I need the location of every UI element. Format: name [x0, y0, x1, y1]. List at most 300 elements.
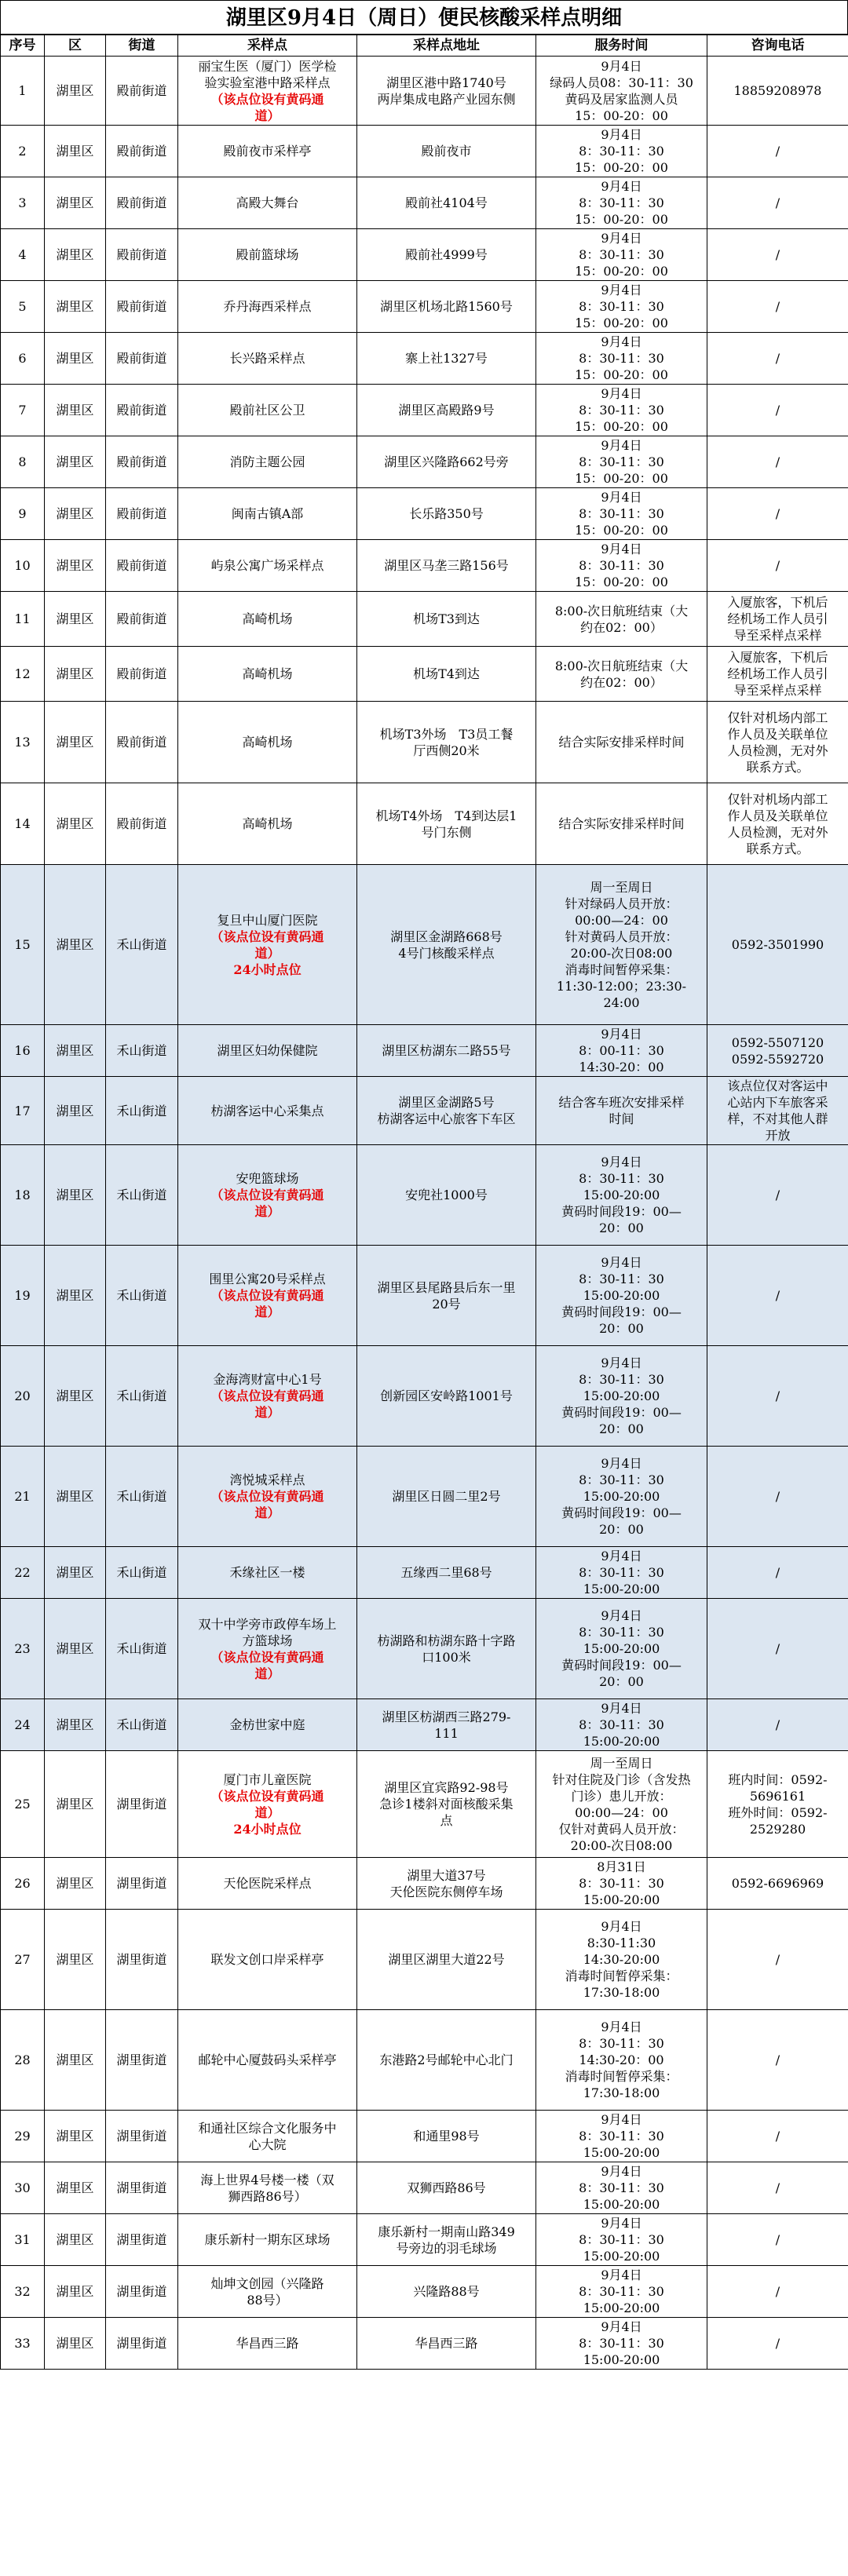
cell-address [357, 1910, 536, 2010]
cell-address [357, 647, 536, 702]
cell-no-line: 3 [18, 195, 27, 210]
cell-service-time-line: 9月4日 [601, 1155, 642, 1169]
cell-service-time [536, 2318, 707, 2370]
cell-site-line: 长兴路采样点 [229, 351, 305, 366]
table-row [1, 540, 848, 592]
cell-site-note: （该点位设有黄码通 [210, 1188, 324, 1202]
cell-street-line: 禾山街道 [116, 1565, 167, 1580]
table-row [1, 1346, 848, 1447]
cell-street [106, 1025, 178, 1077]
cell-service-time-line: 20：00 [599, 1421, 644, 1436]
cell-site-line: 屿泉公寓广场采样点 [210, 558, 324, 573]
cell-site [178, 177, 357, 229]
cell-phone-line: / [775, 2232, 780, 2247]
cell-no [1, 2162, 45, 2214]
cell-address-line: 湖里区高殿路9号 [398, 403, 495, 418]
cell-service-time-line: 8：30-11：30 [579, 195, 664, 210]
cell-district [45, 2266, 106, 2318]
cell-address-line: 湖里区金湖路5号 [398, 1095, 495, 1110]
cell-address-line: 天伦医院东侧停车场 [389, 1884, 503, 1899]
cell-address [357, 783, 536, 865]
cell-site-line: 联发文创口岸采样亭 [210, 1952, 324, 1967]
cell-phone [707, 333, 848, 385]
table-header-row [1, 35, 848, 57]
cell-site-line: 丽宝生医（厦门）医学检 [198, 58, 337, 74]
cell-service-time [536, 2162, 707, 2214]
cell-service-time-line: 9月4日 [601, 2216, 642, 2231]
cell-phone [707, 1246, 848, 1346]
cell-service-time-line: 结合实际安排采样时间 [558, 816, 685, 831]
cell-address-line: 兴隆路88号 [413, 2284, 480, 2299]
cell-district-line: 湖里区 [56, 2180, 94, 2195]
cell-phone [707, 1858, 848, 1910]
cell-address [357, 1077, 536, 1145]
cell-service-time-line: 15：00-20：00 [575, 212, 668, 227]
cell-no [1, 57, 45, 126]
cell-site-note: 道） [254, 1405, 280, 1420]
cell-site-line: 心大院 [248, 2136, 287, 2152]
cell-site-line: 消防主题公园 [229, 454, 305, 469]
cell-no-line: 31 [14, 2232, 31, 2247]
cell-site-note: 道） [254, 1804, 280, 1820]
cell-site [178, 281, 357, 333]
cell-phone-line: / [775, 2284, 780, 2299]
cell-no [1, 1858, 45, 1910]
cell-phone-line: / [775, 299, 780, 314]
cell-service-time-line: 黄码时间段19：00— [561, 1505, 682, 1520]
cell-phone [707, 488, 848, 540]
cell-service-time-line: 8：30-11：30 [579, 558, 664, 573]
cell-district-line: 湖里区 [56, 1641, 94, 1656]
cell-district [45, 1145, 106, 1246]
cell-service-time-line: 针对黄码人员开放： [565, 929, 678, 944]
cell-street-line: 殿前街道 [116, 299, 167, 314]
cell-service-time-line: 消毒时间暂停采集： [565, 1968, 678, 1983]
cell-district [45, 1858, 106, 1910]
cell-service-time-line: 门诊）患儿开放： [571, 1788, 672, 1804]
cell-district-line: 湖里区 [56, 299, 94, 314]
cell-service-time-line: 15:00-20:00 [583, 1892, 660, 1907]
table-row [1, 647, 848, 702]
cell-district [45, 540, 106, 592]
cell-site [178, 865, 357, 1025]
cell-phone-line: 0592-6696969 [731, 1876, 824, 1891]
cell-phone [707, 1145, 848, 1246]
cell-no [1, 2214, 45, 2266]
cell-address [357, 2162, 536, 2214]
cell-service-time-line: 仅针对黄码人员开放： [558, 1821, 685, 1837]
cell-service-time-line: 15:00-20:00 [583, 1641, 660, 1656]
cell-phone [707, 57, 848, 126]
cell-address-line: 和通里98号 [413, 2129, 480, 2144]
cell-service-time-line: 8月31日 [597, 1859, 646, 1874]
cell-district-line: 湖里区 [56, 2336, 94, 2351]
cell-site [178, 1910, 357, 2010]
table-row [1, 333, 848, 385]
cell-street-line: 湖里街道 [116, 2052, 167, 2067]
cell-phone-line: 入厦旅客，下机后 [727, 650, 828, 665]
cell-site-line: 高崎机场 [242, 816, 293, 831]
cell-service-time-line: 消毒时间暂停采集： [565, 961, 678, 977]
cell-service-time [536, 1246, 707, 1346]
cell-street [106, 385, 178, 436]
cell-site-line: 灿坤文创园（兴隆路 [210, 2275, 324, 2291]
cell-address-line: 双狮西路86号 [407, 2180, 486, 2195]
cell-address-line: 殿前社4999号 [405, 247, 488, 262]
cell-phone-line: / [775, 1489, 780, 1504]
cell-phone-line: 0592-5507120 [731, 1034, 824, 1050]
cell-service-time-line: 15:00-20:00 [583, 1489, 660, 1504]
cell-service-time-line: 8：30-11：30 [579, 1876, 664, 1891]
cell-no-line: 23 [14, 1641, 31, 1656]
cell-site [178, 1077, 357, 1145]
cell-site-line: 厦门市儿童医院 [223, 1771, 312, 1787]
cell-district-line: 湖里区 [56, 2129, 94, 2144]
cell-no [1, 281, 45, 333]
cell-street-line: 禾山街道 [116, 1388, 167, 1403]
cell-site-line: 海上世界4号楼一楼（双 [200, 2172, 334, 2187]
cell-service-time-line: 9月4日 [601, 386, 642, 401]
cell-no-line: 12 [14, 666, 31, 681]
cell-site [178, 1145, 357, 1246]
cell-service-time [536, 1699, 707, 1751]
cell-district [45, 2111, 106, 2162]
cell-street [106, 1447, 178, 1547]
cell-service-time-line: 9月4日 [601, 1356, 642, 1370]
cell-site-note: 道） [254, 1204, 280, 1219]
cell-service-time-line: 14:30-20：00 [579, 2052, 664, 2067]
cell-phone [707, 281, 848, 333]
cell-street-line: 湖里街道 [116, 2232, 167, 2247]
cell-district [45, 488, 106, 540]
cell-address [357, 281, 536, 333]
cell-street-line: 湖里街道 [116, 1876, 167, 1891]
cell-site-line: 天伦医院采样点 [223, 1876, 312, 1891]
cell-phone-line: 入厦旅客，下机后 [727, 595, 828, 610]
cell-district-line: 湖里区 [56, 666, 94, 681]
cell-service-time [536, 333, 707, 385]
cell-district [45, 2162, 106, 2214]
cell-street-line: 禾山街道 [116, 1489, 167, 1504]
cell-site-line: 验实验室港中路采样点 [204, 75, 331, 90]
cell-no [1, 1910, 45, 2010]
cell-address-line: 湖里区枋湖西三路279- [382, 1709, 511, 1724]
cell-phone [707, 540, 848, 592]
cell-service-time-line: 9月4日 [601, 438, 642, 453]
cell-street [106, 436, 178, 488]
cell-address-line: 号旁边的羽毛球场 [396, 2240, 497, 2256]
cell-district [45, 385, 106, 436]
cell-site-note: （该点位设有黄码通 [210, 1388, 324, 1403]
cell-service-time-line: 15：00-20：00 [575, 575, 668, 589]
cell-address-line: 湖里区县尾路县后东一里 [377, 1279, 516, 1295]
cell-site-line: 围里公寓20号采样点 [209, 1272, 326, 1286]
cell-site-note: （该点位设有黄码通 [210, 1649, 324, 1665]
cell-address-line: 号门东侧 [421, 824, 472, 840]
cell-service-time-line: 8：30-11：30 [579, 1565, 664, 1580]
table-row [1, 2111, 848, 2162]
cell-service-time-line: 14:30-20：00 [579, 1060, 664, 1075]
cell-no [1, 1025, 45, 1077]
cell-phone [707, 1699, 848, 1751]
cell-street [106, 229, 178, 281]
cell-phone-line: / [775, 1717, 780, 1732]
cell-phone-line: 该点位仅对客运中 [727, 1078, 828, 1093]
cell-phone-line: / [775, 2129, 780, 2144]
cell-service-time-line: 15：00-20：00 [575, 419, 668, 434]
cell-district-line: 湖里区 [56, 1043, 94, 1058]
cell-street [106, 783, 178, 865]
cell-phone-line: / [775, 1952, 780, 1967]
cell-no-line: 10 [14, 558, 31, 573]
cell-phone-line: 经机场工作人员引 [727, 666, 828, 681]
cell-site [178, 2318, 357, 2370]
cell-service-time [536, 783, 707, 865]
cell-address-line: 安兜社1000号 [405, 1188, 488, 1202]
cell-district-line: 湖里区 [56, 1565, 94, 1580]
cell-district [45, 1447, 106, 1547]
cell-phone-line: 导至采样点采样 [733, 683, 822, 698]
cell-site [178, 333, 357, 385]
header-no: 序号 [1, 35, 45, 57]
cell-address-line: 长乐路350号 [409, 506, 484, 521]
cell-phone-line: 5696161 [749, 1788, 806, 1804]
cell-address-line: 枋湖路和枋湖东路十字路 [377, 1633, 516, 1648]
table-row [1, 1447, 848, 1547]
cell-no [1, 2318, 45, 2370]
cell-district-line: 湖里区 [56, 1717, 94, 1732]
cell-address [357, 1699, 536, 1751]
cell-service-time-line: 20：00 [599, 1522, 644, 1537]
cell-address [357, 1599, 536, 1699]
cell-service-time-line: 8：30-11：30 [579, 454, 664, 469]
cell-site-line: 狮西路86号） [228, 2188, 307, 2204]
cell-phone [707, 647, 848, 702]
cell-no [1, 865, 45, 1025]
cell-service-time [536, 385, 707, 436]
cell-district [45, 1751, 106, 1858]
cell-street [106, 1910, 178, 2010]
cell-district [45, 333, 106, 385]
cell-service-time-line: 15：00-20：00 [575, 264, 668, 279]
cell-site-note: 24小时点位 [233, 1821, 302, 1837]
header-service-time: 服务时间 [536, 35, 707, 57]
cell-service-time-line: 15：00-20：00 [575, 316, 668, 330]
cell-address-line: 殿前社4104号 [405, 195, 488, 210]
cell-address-line: 五缘西二里68号 [400, 1565, 492, 1580]
cell-no [1, 1346, 45, 1447]
cell-district-line: 湖里区 [56, 558, 94, 573]
cell-phone-line: 联系方式。 [746, 841, 810, 856]
cell-no [1, 647, 45, 702]
cell-service-time-line: 00:00—24：00 [575, 1804, 668, 1820]
cell-service-time-line: 9月4日 [601, 1701, 642, 1716]
cell-service-time [536, 2111, 707, 2162]
cell-district-line: 湖里区 [56, 2232, 94, 2247]
cell-street [106, 1858, 178, 1910]
table-row [1, 177, 848, 229]
cell-service-time-line: 周一至周日 [590, 879, 653, 895]
cell-service-time [536, 1145, 707, 1246]
cell-address [357, 1547, 536, 1599]
cell-no-line: 2 [18, 144, 27, 159]
table-row [1, 702, 848, 783]
cell-service-time-line: 9月4日 [601, 231, 642, 246]
cell-phone-line: / [775, 1565, 780, 1580]
cell-service-time-line: 15:00-20:00 [583, 1734, 660, 1749]
cell-address-line: 湖里区日圆二里2号 [392, 1489, 501, 1504]
cell-site-note: 24小时点位 [233, 961, 302, 977]
cell-no [1, 1751, 45, 1858]
cell-phone [707, 2318, 848, 2370]
cell-district-line: 湖里区 [56, 1288, 94, 1303]
cell-district [45, 126, 106, 177]
cell-site-note: （该点位设有黄码通 [210, 1788, 324, 1804]
cell-no-line: 21 [14, 1489, 31, 1504]
cell-no-line: 8 [18, 454, 27, 469]
cell-phone-line: 开放 [765, 1128, 791, 1143]
cell-service-time-line: 8：30-11：30 [579, 2036, 664, 2051]
cell-site [178, 1547, 357, 1599]
cell-district-line: 湖里区 [56, 1388, 94, 1403]
cell-street-line: 湖里街道 [116, 1797, 167, 1812]
cell-district [45, 281, 106, 333]
cell-street-line: 殿前街道 [116, 83, 167, 98]
cell-site-line: 复旦中山厦门医院 [217, 912, 318, 928]
cell-district-line: 湖里区 [56, 2052, 94, 2067]
cell-address [357, 229, 536, 281]
cell-service-time [536, 2214, 707, 2266]
cell-district [45, 865, 106, 1025]
cell-no-line: 15 [14, 937, 31, 952]
cell-site-line: 安兜篮球场 [236, 1171, 299, 1186]
cell-service-time [536, 126, 707, 177]
cell-street-line: 湖里街道 [116, 2336, 167, 2351]
cell-address [357, 436, 536, 488]
cell-no-line: 29 [14, 2129, 31, 2144]
cell-service-time-line: 15:00-20:00 [583, 2197, 660, 2212]
cell-service-time-line: 结合客车班次安排采样 [558, 1095, 685, 1110]
cell-no [1, 540, 45, 592]
cell-no [1, 436, 45, 488]
cell-service-time-line: 15：00-20：00 [575, 367, 668, 382]
cell-site-line: 金枋世家中庭 [229, 1717, 305, 1732]
cell-phone [707, 1547, 848, 1599]
cell-phone-line: 导至采样点采样 [733, 628, 822, 643]
table-row [1, 2162, 848, 2214]
table-row [1, 1547, 848, 1599]
cell-site-line: 双十中学旁市政停车场上 [198, 1616, 337, 1632]
cell-district [45, 2318, 106, 2370]
cell-phone-line: 0592-3501990 [731, 937, 824, 952]
cell-phone [707, 1751, 848, 1858]
cell-service-time-line: 8：30-11：30 [579, 506, 664, 521]
cell-district [45, 1699, 106, 1751]
cell-street-line: 殿前街道 [116, 403, 167, 418]
cell-address [357, 1145, 536, 1246]
cell-service-time [536, 592, 707, 647]
header-street: 街道 [106, 35, 178, 57]
cell-site-line: 殿前篮球场 [236, 247, 299, 262]
cell-service-time [536, 488, 707, 540]
cell-street-line: 殿前街道 [116, 506, 167, 521]
cell-service-time [536, 1858, 707, 1910]
sampling-sites-table [0, 35, 848, 2370]
table-row [1, 2010, 848, 2111]
cell-district [45, 702, 106, 783]
cell-no-line: 6 [18, 351, 27, 366]
cell-address-line: 殿前夜市 [421, 144, 472, 159]
cell-address-line: 创新园区安岭路1001号 [380, 1388, 513, 1403]
cell-service-time-line: 9月4日 [601, 283, 642, 297]
cell-phone [707, 177, 848, 229]
cell-service-time-line: 20:00-次日08:00 [570, 1837, 673, 1853]
cell-phone-line: 18859208978 [733, 83, 822, 98]
table-row [1, 1699, 848, 1751]
cell-address [357, 1447, 536, 1547]
cell-street [106, 1599, 178, 1699]
cell-service-time-line: 8：30-11：30 [579, 144, 664, 159]
cell-service-time-line: 8：30-11：30 [579, 2232, 664, 2247]
cell-service-time-line: 17:30-18:00 [583, 1985, 660, 2000]
cell-phone [707, 2214, 848, 2266]
cell-service-time-line: 15:00-20:00 [583, 1388, 660, 1403]
cell-site [178, 647, 357, 702]
cell-street [106, 126, 178, 177]
cell-phone-line: / [775, 403, 780, 418]
cell-phone-line: / [775, 506, 780, 521]
cell-address-line: 机场T3外场 T3员工餐 [379, 726, 514, 742]
cell-service-time-line: 15：00-20：00 [575, 523, 668, 538]
cell-service-time-line: 8:00-次日航班结束（大 [554, 658, 689, 673]
cell-address [357, 2111, 536, 2162]
cell-district-line: 湖里区 [56, 1876, 94, 1891]
cell-service-time-line: 8：30-11：30 [579, 1171, 664, 1186]
cell-address-line: 厅西侧20米 [413, 743, 480, 758]
cell-site [178, 229, 357, 281]
cell-site [178, 1858, 357, 1910]
cell-service-time-line: 9月4日 [601, 1255, 642, 1270]
cell-phone-line: / [775, 1288, 780, 1303]
cell-address-line: 华昌西三路 [415, 2336, 478, 2351]
table-row [1, 1858, 848, 1910]
cell-no [1, 1447, 45, 1547]
cell-district [45, 177, 106, 229]
cell-address-line: 湖里区马垄三路156号 [384, 558, 509, 573]
cell-address [357, 2010, 536, 2111]
cell-service-time-line: 9月4日 [601, 179, 642, 194]
table-row [1, 1751, 848, 1858]
cell-address-line: 机场T3到达 [413, 611, 480, 626]
cell-no-line: 25 [14, 1797, 31, 1812]
cell-no-line: 20 [14, 1388, 31, 1403]
cell-phone [707, 1346, 848, 1447]
cell-service-time [536, 281, 707, 333]
cell-site [178, 1025, 357, 1077]
cell-service-time-line: 8：30-11：30 [579, 351, 664, 366]
cell-service-time-line: 15：00-20：00 [575, 471, 668, 486]
cell-street [106, 702, 178, 783]
cell-service-time [536, 2266, 707, 2318]
cell-service-time-line: 8：30-11：30 [579, 1372, 664, 1387]
cell-district-line: 湖里区 [56, 937, 94, 952]
cell-district [45, 229, 106, 281]
cell-service-time-line: 15:00-20:00 [583, 2249, 660, 2264]
cell-street [106, 57, 178, 126]
cell-no-line: 1 [18, 83, 27, 98]
cell-no [1, 702, 45, 783]
cell-street-line: 禾山街道 [116, 937, 167, 952]
